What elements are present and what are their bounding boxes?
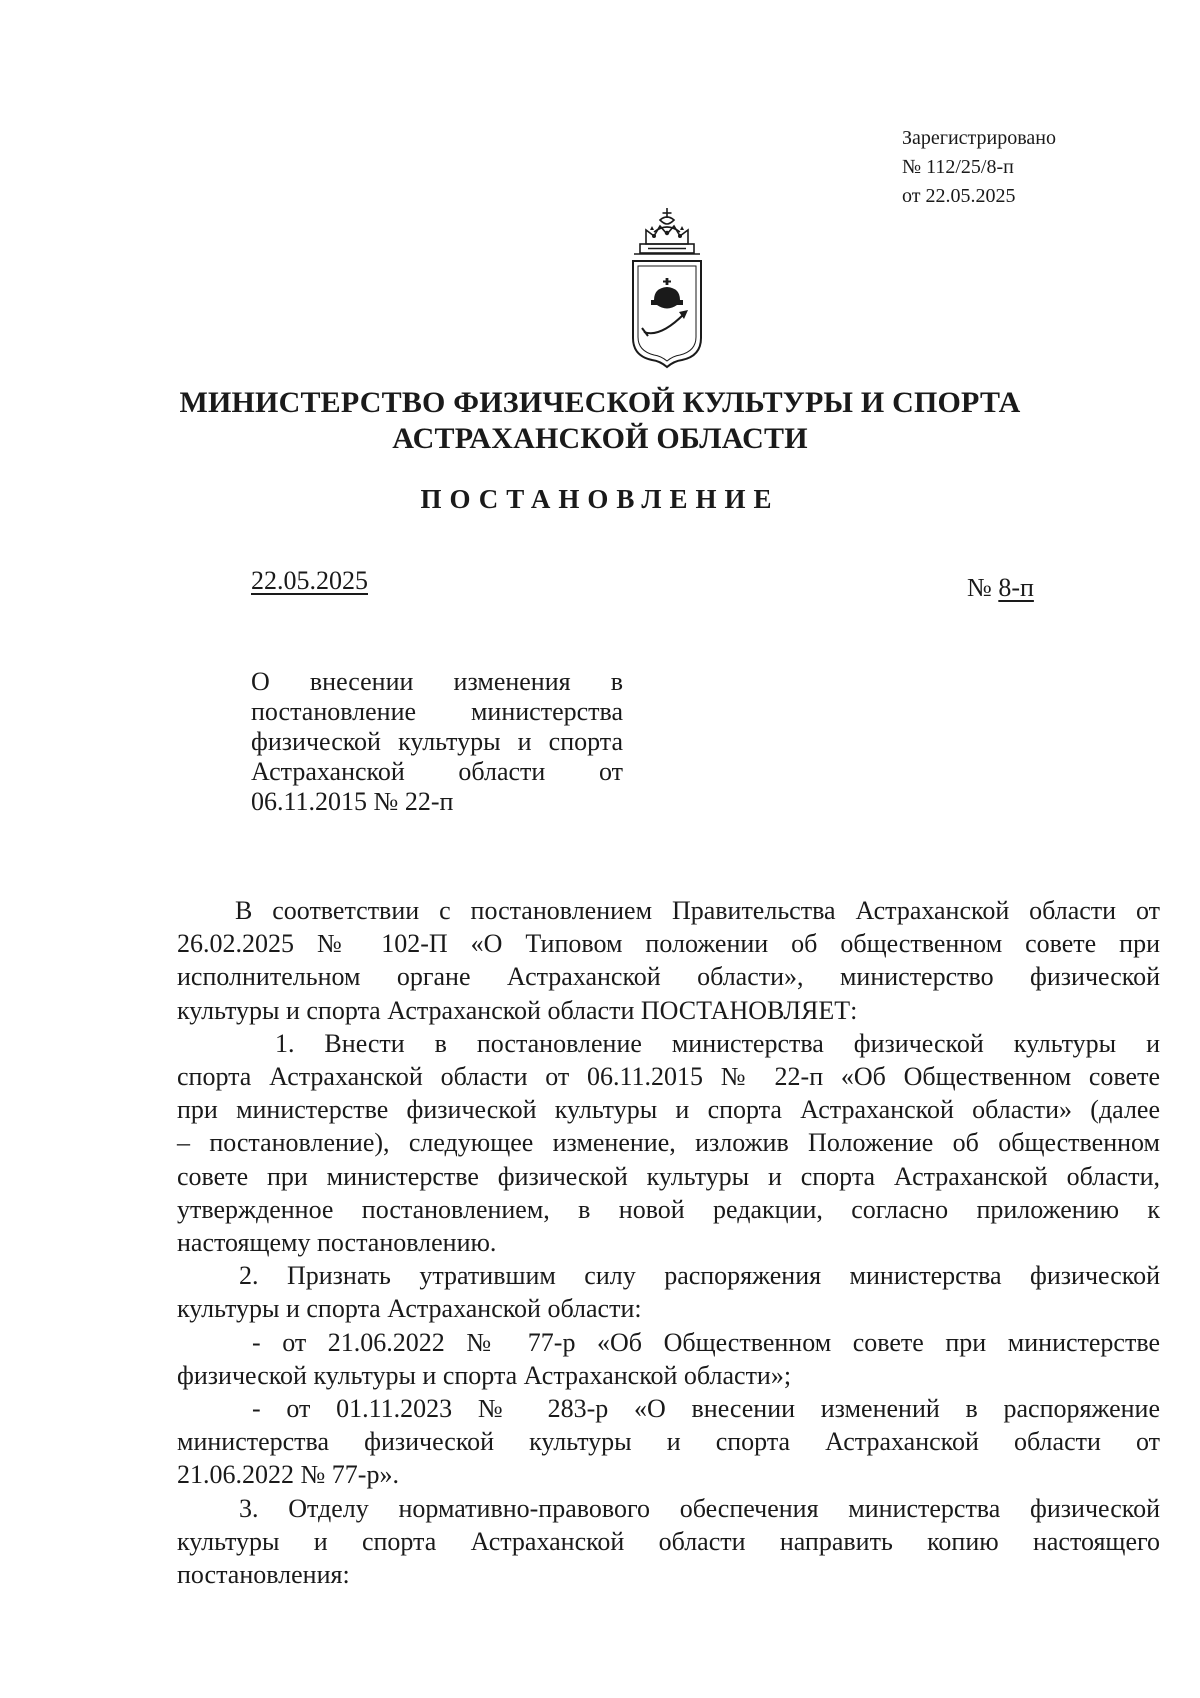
item1-line: при министерстве физической культуры и спорта Астраханской области» (далее <box>177 1095 1160 1125</box>
item1-line: совете при министерстве физической культуры и спорта Астраханской области, <box>177 1161 1160 1191</box>
item2-sub2-line: 21.06.2022 № 77-р». <box>177 1460 399 1490</box>
item2-sub1-line: физической культуры и спорта Астраханской области»; <box>177 1360 792 1390</box>
item3-line: 3. Отделу нормативно-правового обеспечения министерства физической <box>239 1493 1160 1523</box>
registration-date: от 22.05.2025 <box>902 185 1016 207</box>
subject-line: постановление министерства <box>251 697 623 726</box>
registration-label: Зарегистрировано <box>902 127 1057 149</box>
preamble-line: исполнительном органе Астраханской области», министерство физической <box>177 962 1160 992</box>
subject-line: физической культуры и спорта <box>251 727 623 756</box>
document-body <box>177 894 1160 1591</box>
item3-line: культуры и спорта Астраханской области направить копию настоящего <box>177 1526 1160 1556</box>
item3-line: постановления: <box>177 1560 350 1590</box>
preamble-line: культуры и спорта Астраханской области ПОСТАНОВЛЯЕТ: <box>177 995 858 1025</box>
ministry-name <box>0 385 1200 457</box>
ministry-name-line2: АСТРАХАНСКОЙ ОБЛАСТИ <box>392 422 808 455</box>
item1-line: утвержденное постановлением, в новой редакции, согласно приложению к <box>177 1194 1160 1224</box>
ministry-name-line1: МИНИСТЕРСТВО ФИЗИЧЕСКОЙ КУЛЬТУРЫ И СПОРТА <box>179 386 1021 419</box>
item1-line: спорта Астраханской области от 06.11.2015 № 22-п «Об Общественном совете <box>177 1062 1160 1092</box>
preamble-line: В соответствии с постановлением Правительства Астраханской области от <box>235 896 1160 925</box>
preamble-line: 26.02.2025 № 102-П «О Типовом положении об общественном совете при <box>177 929 1160 959</box>
item2-sub1-line: - от 21.06.2022 № 77-р «Об Общественном совете при министерстве <box>252 1327 1160 1357</box>
document-number-value: 8-п <box>998 573 1034 602</box>
registration-stamp <box>902 124 1056 211</box>
astrakhan-coat-of-arms-icon <box>624 206 710 372</box>
item2-line: 2. Признать утратившим силу распоряжения министерства физической <box>239 1261 1160 1291</box>
subject-line: 06.11.2015 № 22-п <box>251 787 454 816</box>
document-type-title: ПОСТАНОВЛЕНИЕ <box>420 484 780 514</box>
item1-line: 1. Внести в постановление министерства физической культуры и <box>275 1028 1160 1058</box>
registration-number: № 112/25/8-п <box>902 156 1014 178</box>
item2-sub2-line: министерства физической культуры и спорта Астраханской области от <box>177 1427 1160 1457</box>
subject-line: О внесении изменения в <box>251 667 623 696</box>
document-date: 22.05.2025 <box>251 566 368 595</box>
document-subject <box>251 667 623 817</box>
item2-line: культуры и спорта Астраханской области: <box>177 1294 642 1324</box>
item1-line: – постановление), следующее изменение, изложив Положение об общественном <box>177 1128 1160 1158</box>
item2-sub2-line: - от 01.11.2023 № 283-р «О внесении изменений в распоряжение <box>252 1394 1160 1424</box>
document-number-prefix: № <box>967 573 992 602</box>
item1-line: настоящему постановлению. <box>177 1228 497 1258</box>
subject-line: Астраханской области от <box>251 757 623 786</box>
document-number <box>967 573 1034 603</box>
